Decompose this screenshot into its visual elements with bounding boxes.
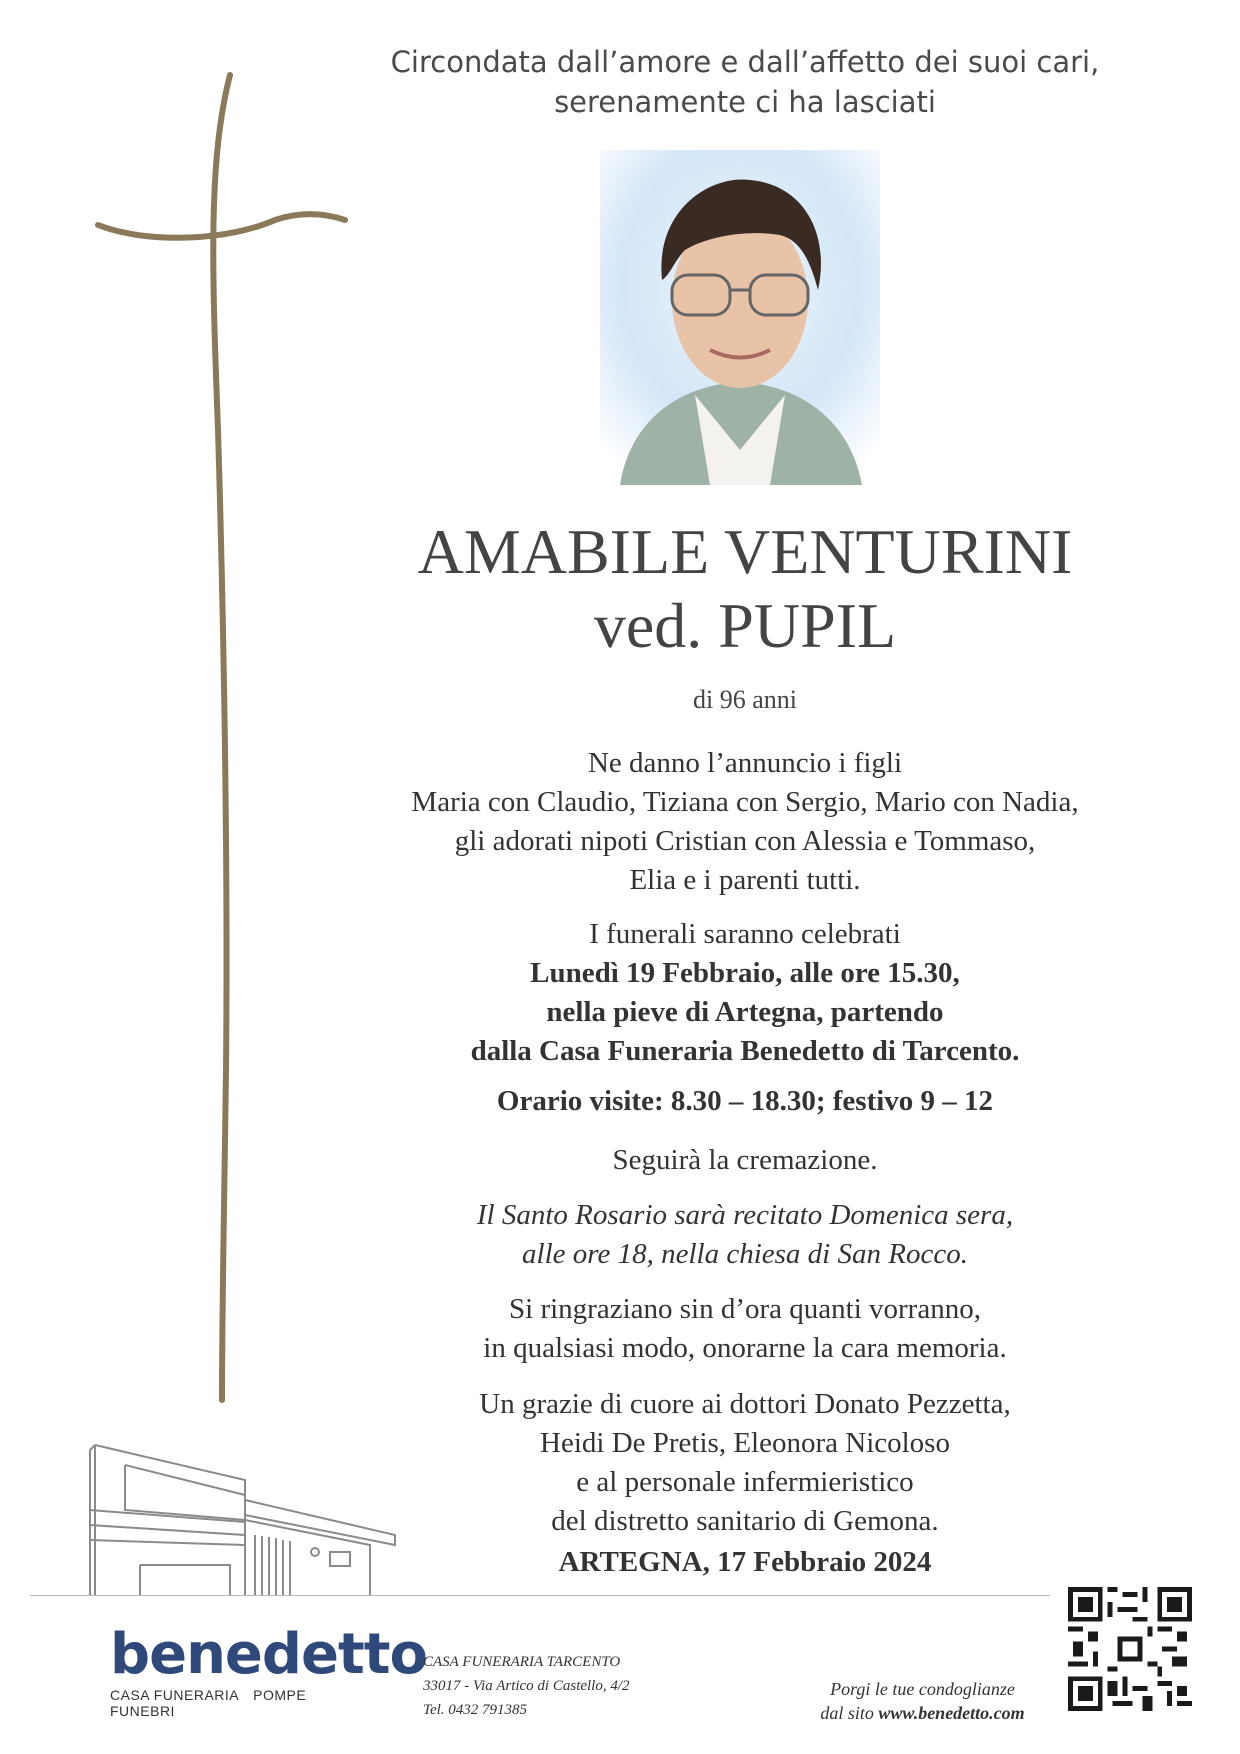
rosary-note [340,1196,1150,1274]
footer-divider [30,1595,1050,1596]
funeral-line: dalla Casa Funeraria Benedetto di Tarcento. [470,1035,1020,1067]
announcement-line: Elia e i parenti tutti. [629,864,861,896]
rosary-line: alle ore 18, nella chiesa di San Rocco. [522,1238,968,1270]
thanks-line: Si ringraziano sin d’ora quanti vorranno, [509,1293,981,1325]
intro-line-2: serenamente ci ha lasciati [554,85,936,119]
address-line: Tel. 0432 791385 [423,1702,528,1718]
condolence-text [780,1677,1065,1725]
thanks-line: e al personale infermieristico [576,1466,914,1498]
intro-text [340,42,1150,122]
benedetto-logo [110,1622,427,1719]
announcement-line: gli adorati nipoti Cristian con Alessia e Tommaso, [454,825,1036,857]
logo-sub-1: CASA FUNERARIA [110,1687,240,1703]
address-line: CASA FUNERARIA TARCENTO [423,1654,621,1670]
cremation-note: Seguirà la cremazione. [612,1144,878,1176]
visiting-hours: Orario visite: 8.30 – 18.30; festivo 9 – 12 [496,1085,994,1117]
qr-code[interactable] [1068,1587,1192,1711]
thanks-line: in qualsiasi modo, onorarne la cara memoria. [483,1332,1007,1364]
thanks-general [340,1290,1150,1368]
condolence-line-2 [780,1701,1065,1725]
announcement [340,744,1150,900]
funeral-details [340,915,1150,1071]
intro-line-1: Circondata dall’amore e dall’affetto dei suoi cari, [390,45,1100,79]
thanks-line: Un grazie di cuore ai dottori Donato Pezzetta, [479,1388,1011,1420]
condolence-line-1: Porgi le tue condoglianze [830,1679,1015,1699]
name-line-2: ved. PUPIL [593,590,897,661]
rosary-line: Il Santo Rosario sarà recitato Domenica sera, [476,1199,1014,1231]
funeral-intro: I funerali saranno celebrati [589,918,901,950]
logo-sub-2: POMPE FUNEBRI [110,1687,307,1719]
thanks-line: Heidi De Pretis, Eleonora Nicoloso [540,1427,950,1459]
logo-subtitle [110,1687,370,1719]
place-date: ARTEGNA, 17 Febbraio 2024 [558,1546,932,1578]
cross-icon [90,70,350,1410]
building-illustration [30,1440,400,1600]
portrait-photo [600,150,880,485]
announcement-line: Ne danno l’annuncio i figli [587,747,903,779]
deceased-name [340,515,1150,663]
funeral-line: Lunedì 19 Febbraio, alle ore 15.30, [530,957,960,989]
address-line: 33017 - Via Artico di Castello, 4/2 [423,1678,630,1694]
logo-wordmark: benedetto [110,1622,427,1687]
age-text: di 96 anni [693,685,797,714]
condolence-prefix: dal sito [820,1703,879,1723]
thanks-line: del distretto sanitario di Gemona. [551,1505,939,1537]
name-line-1: AMABILE VENTURINI [417,516,1073,587]
thanks-doctors [340,1385,1150,1541]
website-link[interactable]: www.benedetto.com [878,1703,1025,1723]
funeral-home-address [423,1650,630,1722]
announcement-line: Maria con Claudio, Tiziana con Sergio, Mario con Nadia, [411,786,1079,818]
funeral-line: nella pieve di Artegna, partendo [546,996,944,1028]
